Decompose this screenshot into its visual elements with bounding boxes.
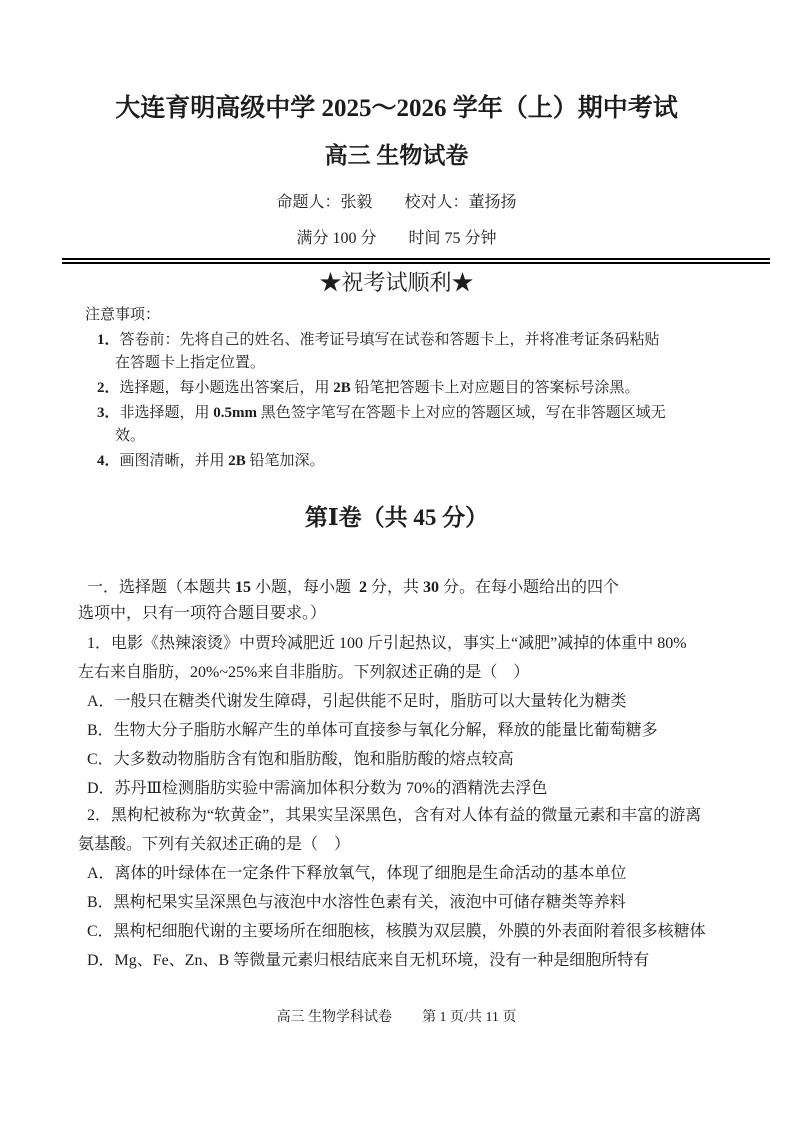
page-footer: [0, 1008, 793, 1028]
question-2: [78, 801, 723, 975]
school-exam-title: 大连育明高级中学 2025～2026 学年（上）期中考试: [115, 95, 678, 122]
question-2-option-d: D．Mg、Fe、Zn、B 等微量元素归根结底来自无机环境，没有一种是细胞所特有: [87, 952, 650, 969]
notice-item-1: [85, 329, 738, 375]
exam-wish-line: ★祝考试顺利★: [319, 270, 474, 295]
notice-1-line-2: 在答题卡上指定位置。: [115, 355, 266, 371]
notice-item-3: [85, 402, 738, 448]
notices-title: 注意事项：: [85, 307, 161, 323]
question-2-option-b: B．黑枸杞果实呈深黑色与液泡中水溶性色素有关，液泡中可储存糖类等养料: [87, 894, 626, 911]
question-2-option-c: C．黑枸杞细胞代谢的主要场所在细胞核，核膜为双层膜，外膜的外表面附着很多核糖体: [87, 923, 706, 940]
notices-section: [85, 304, 738, 473]
part-1-heading: 第Ⅰ卷（共 45 分）: [304, 505, 489, 530]
question-1-stem-line-1: 1．电影《热辣滚烫》中贾玲减肥近 100 斤引起热议，事实上“减肥”减掉的体重中 80%: [87, 635, 687, 652]
question-1-option-c: C．大多数动物脂肪含有饱和脂肪酸，饱和脂肪酸的熔点较高: [87, 751, 514, 768]
question-2-stem-line-2: 氨基酸。下列有关叙述正确的是（ ）: [78, 836, 351, 853]
footer-page-number: 第 1 页/共 11 页: [422, 1010, 517, 1025]
question-2-stem-line-1: 2．黑枸杞被称为“软黄金”，其果实呈深黑色，含有对人体有益的微量元素和丰富的游离: [87, 807, 702, 824]
question-1-stem-line-2: 左右来自脂肪，20%~25%来自非脂肪。下列叙述正确的是（ ）: [78, 664, 530, 681]
notice-1-line-1: 1．答卷前：先将自己的姓名、准考证号填写在试卷和答题卡上，并将准考证条码粘贴: [97, 332, 660, 348]
question-1-option-a: A．一般只在糖类代谢发生障碍，引起供能不足时，脂肪可以大量转化为糖类: [87, 693, 627, 710]
question-1-option-b: B．生物大分子脂肪水解产生的单体可直接参与氧化分解，释放的能量比葡萄糖多: [87, 722, 658, 739]
notice-3-line-2: 效。: [115, 428, 146, 444]
question-1-option-d: D．苏丹Ⅲ检测脂肪实验中需滴加体积分数为 70%的酒精洗去浮色: [87, 780, 548, 797]
question-2-option-a: A．离体的叶绿体在一定条件下释放氧气，体现了细胞是生命活动的基本单位: [87, 865, 627, 882]
multiple-choice-instructions: [78, 575, 723, 627]
question-body: [78, 575, 723, 975]
instructions-line-2: 选项中，只有一项符合题目要求。）: [78, 605, 327, 622]
notice-item-4: [85, 450, 738, 473]
instructions-line-1: 一．选择题（本题共 15 小题，每小题 2 分，共 30 分。在每小题给出的四个: [87, 579, 620, 596]
notice-4-line-1: 4．画图清晰，并用 2B 铅笔加深。: [97, 453, 325, 469]
setter-proofreader-line: 命题人：张毅 校对人：董扬扬: [276, 194, 517, 211]
paper-subtitle: 高三 生物试卷: [324, 143, 469, 168]
paper-header: [0, 92, 793, 250]
footer-paper-name: 高三 生物学科试卷: [276, 1010, 393, 1025]
question-1: [78, 629, 723, 803]
notice-3-line-1: 3．非选择题，用 0.5mm 黑色签字笔写在答题卡上对应的答题区域，写在非答题区域无: [97, 405, 666, 421]
notice-2-line-1: 2．选择题，每小题选出答案后，用 2B 铅笔把答题卡上对应题目的答案标号涂黑。: [97, 380, 640, 396]
notice-item-2: [85, 377, 738, 400]
double-rule-divider: [62, 258, 770, 264]
score-time-line: 满分 100 分 时间 75 分钟: [296, 230, 497, 247]
